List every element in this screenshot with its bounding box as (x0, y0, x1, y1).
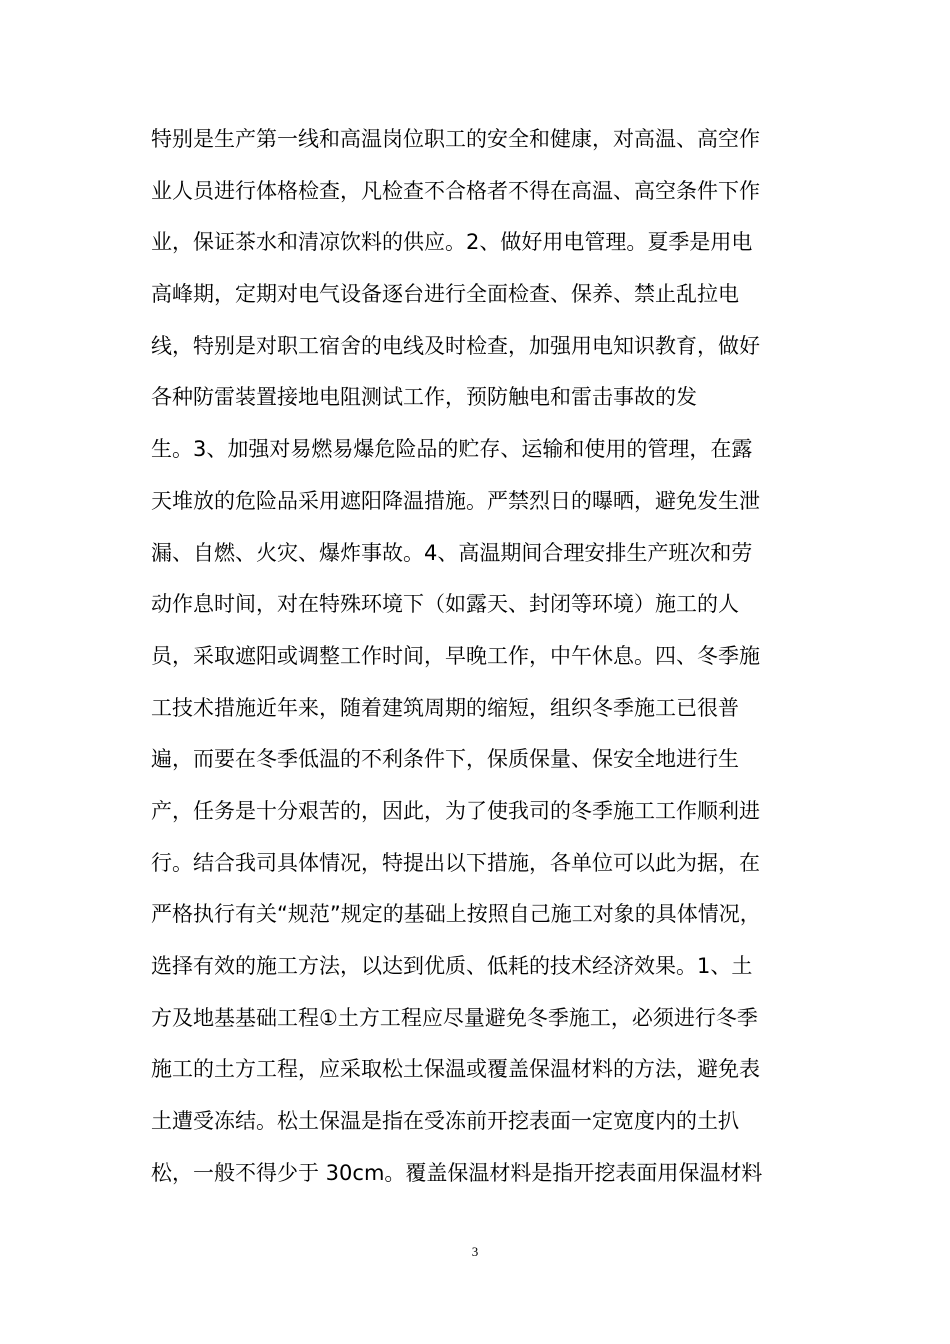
text-line: 生。3、加强对易燃易爆危险品的贮存、运输和使用的管理，在露 (151, 437, 753, 462)
text-line: 各种防雷装置接地电阻测试工作，预防触电和雷击事故的发 (151, 385, 697, 410)
text-line: 松，一般不得少于 30cm。覆盖保温材料是指开挖表面用保温材料 (151, 1160, 763, 1185)
text-line: 方及地基基础工程①土方工程应尽量避免冬季施工，必须进行冬季 (151, 1005, 758, 1030)
text-line: 遍，而要在冬季低温的不利条件下，保质保量、保安全地进行生 (151, 747, 739, 772)
text-line: 工技术措施近年来，随着建筑周期的缩短，组织冬季施工已很普 (151, 695, 739, 720)
text-line: 高峰期，定期对电气设备逐台进行全面检查、保养、禁止乱拉电 (151, 282, 739, 307)
text-line: 产，任务是十分艰苦的，因此，为了使我司的冬季施工工作顺利进 (151, 798, 760, 823)
text-line: 严格执行有关“规范”规定的基础上按照自己施工对象的具体情况， (151, 902, 761, 927)
text-line: 动作息时间，对在特殊环境下（如露天、封闭等环境）施工的人 (151, 592, 739, 617)
text-line: 特别是生产第一线和高温岗位职工的安全和健康，对高温、高空作 (151, 127, 760, 151)
text-line: 员，采取遮阳或调整工作时间，早晚工作，中午休息。四、冬季施 (151, 643, 760, 668)
text-line: 线，特别是对职工宿舍的电线及时检查，加强用电知识教育，做好 (151, 333, 760, 358)
page-number: 3 (471, 1244, 479, 1259)
text-line: 天堆放的危险品采用遮阳降温措施。严禁烈日的曝晒，避免发生泄 (151, 488, 760, 513)
text-line: 行。结合我司具体情况，特提出以下措施，各单位可以此为据，在 (151, 850, 760, 875)
text-line: 选择有效的施工方法，以达到优质、低耗的技术经济效果。1、土 (151, 954, 753, 978)
text-line: 施工的土方工程，应采取松土保温或覆盖保温材料的方法，避免表 (151, 1057, 760, 1082)
text-line: 业，保证茶水和清凉饮料的供应。2、做好用电管理。夏季是用电 (151, 230, 753, 255)
body-text (151, 114, 811, 1199)
text-line: 漏、自燃、火灾、爆炸事故。4、高温期间合理安排生产班次和劳 (151, 540, 753, 565)
text-line: 土遭受冻结。松土保温是指在受冻前开挖表面一定宽度内的土扒 (151, 1109, 739, 1134)
text-line: 业人员进行体格检查，凡检查不合格者不得在高温、高空条件下作 (151, 178, 760, 203)
